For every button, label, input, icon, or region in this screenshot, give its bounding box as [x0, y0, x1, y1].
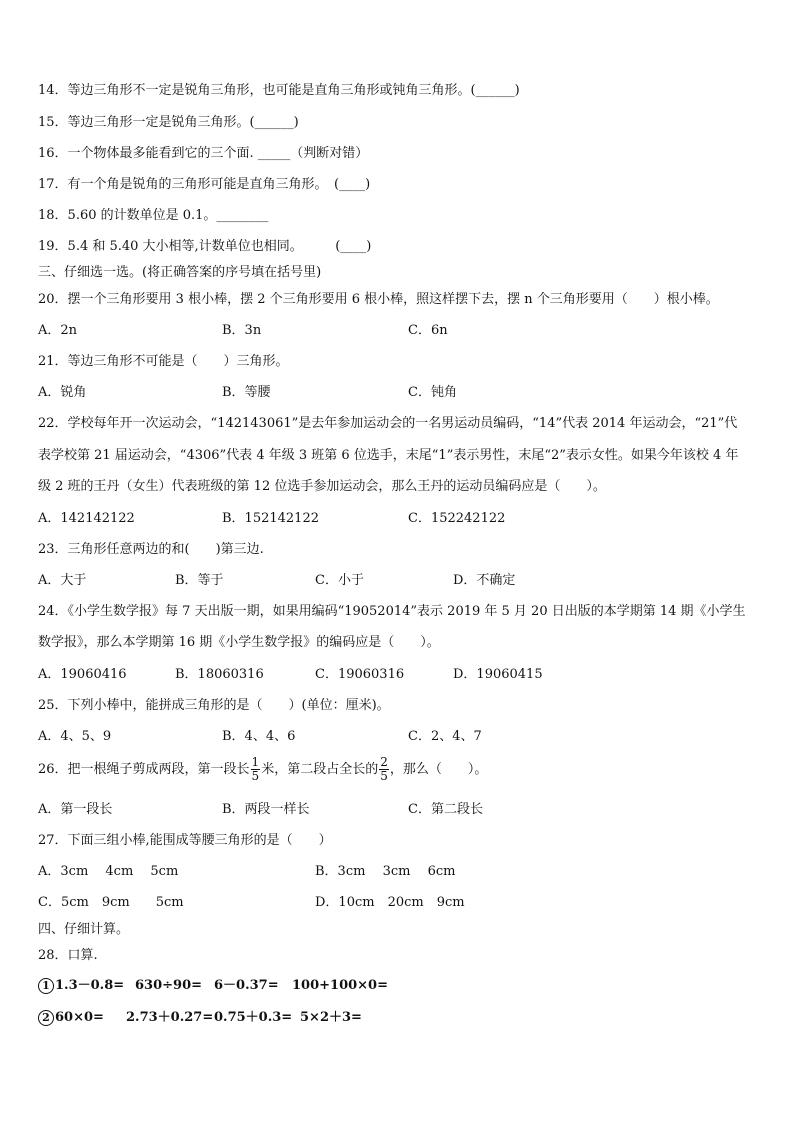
q26-fraction-1-denominator: 5 — [251, 769, 260, 783]
q27-option-b: B．3cm 3cm 6cm — [315, 864, 456, 879]
question-17: 17．有一个角是锐角的三角形可能是直角三角形。 (____) — [38, 177, 371, 192]
q26-fraction-1-numerator: 1 — [251, 755, 260, 769]
question-18: 18．5.60 的计数单位是 0.1。________ — [38, 208, 269, 223]
question-21: 21．等边三角形不可能是（ ）三角形。 — [38, 354, 289, 369]
question-22-line-3: 级 2 班的王丹（女生）代表班级的第 12 位选手参加运动会，那么王丹的运动员编码应是（ ）。 — [38, 479, 606, 494]
q26-fraction-2 — [379, 756, 389, 783]
question-14: 14．等边三角形不一定是锐角三角形，也可能是直角三角形或钝角三角形。(______) — [38, 83, 520, 98]
q23-option-a: A．大于 — [38, 573, 87, 588]
q26-text-part-3: ，那么（ ）。 — [389, 762, 488, 777]
q26-option-b: B．两段一样长 — [222, 802, 310, 817]
section-4-heading: 四、仔细计算。 — [38, 922, 130, 937]
question-24-line-1: 24．《小学生数学报》每 7 天出版一期，如果用编码“19052014”表示 2019 年 5 月 20 日出版的本学期第 14 期《小学生 — [38, 604, 746, 619]
q26-fraction-2-denominator: 5 — [380, 769, 388, 783]
q26-fraction-1 — [251, 756, 261, 783]
q27-option-d: D．10cm 20cm 9cm — [315, 895, 465, 910]
calc-row-1-item-4: 100+100×0= — [292, 978, 388, 993]
q26-option-a: A．第一段长 — [38, 802, 113, 817]
calc-row-2-item-2: 2.73＋0.27= — [126, 1010, 214, 1025]
question-23: 23．三角形任意两边的和( )第三边. — [38, 542, 264, 557]
question-22-line-2: 表学校第 21 届运动会，“4306”代表 4 年级 3 班第 6 位选手，末尾“1”表示男性，末尾“2”表示女性。如果今年该校 4 年 — [38, 448, 739, 463]
q26-option-c: C．第二段长 — [408, 802, 483, 817]
q24-option-a: A．19060416 — [38, 667, 127, 682]
circled-number-2: 2 — [38, 1010, 54, 1026]
question-15: 15．等边三角形一定是锐角三角形。(______) — [38, 115, 299, 130]
calc-row-2-expr-1: 60×0= — [55, 1010, 104, 1025]
calc-row-1-item-3: 6－0.37= — [214, 978, 279, 993]
q20-option-b: B．3n — [222, 323, 262, 338]
q26-text-part-2: 米，第二段占全长的 — [261, 762, 379, 777]
calc-row-2-item-4: 5×2＋3= — [300, 1010, 362, 1025]
calc-row-1-item-2: 630÷90= — [135, 978, 203, 993]
question-16: 16．一个物体最多能看到它的三个面. _____（判断对错） — [38, 146, 369, 161]
q24-option-c: C．19060316 — [315, 667, 405, 682]
q24-option-b: B．18060316 — [175, 667, 264, 682]
q20-option-c: C．6n — [408, 323, 448, 338]
q20-option-a: A．2n — [38, 323, 78, 338]
question-24-line-2: 数学报》，那么本学期第 16 期《小学生数学报》的编码应是（ ）。 — [38, 635, 440, 650]
q23-option-c: C．小于 — [315, 573, 364, 588]
question-22-line-1: 22．学校每年开一次运动会，“142143061”是去年参加运动会的一名男运动员编码，“14”代表 2014 年运动会，“21”代 — [38, 416, 738, 431]
q24-option-d: D．19060415 — [453, 667, 543, 682]
question-20: 20．摆一个三角形要用 3 根小棒，摆 2 个三角形要用 6 根小棒，照这样摆下去，摆 n 个三角形要用（ ）根小棒。 — [38, 292, 719, 307]
q23-option-b: B．等于 — [175, 573, 224, 588]
q21-option-a: A．锐角 — [38, 385, 87, 400]
circled-number-1: 1 — [38, 978, 54, 994]
question-28: 28．口算. — [38, 948, 98, 963]
q26-text-part-1: 26．把一根绳子剪成两段，第一段长 — [38, 762, 250, 777]
question-26 — [38, 755, 487, 785]
calc-row-2-item-3: 0.75＋0.3= — [214, 1010, 293, 1025]
calc-row-1-expr-1: 1.3－0.8= — [55, 978, 125, 993]
q21-option-b: B．等腰 — [222, 385, 271, 400]
section-3-heading: 三、仔细选一选。(将正确答案的序号填在括号里) — [38, 265, 322, 280]
question-25: 25．下列小棒中，能拼成三角形的是（ ）(单位：厘米)。 — [38, 698, 390, 713]
q27-option-c: C．5cm 9cm 5cm — [38, 895, 184, 910]
q22-option-c: C．152242122 — [408, 511, 506, 526]
calc-row-1-item-1 — [38, 977, 124, 995]
q21-option-c: C．钝角 — [408, 385, 457, 400]
q23-option-d: D．不确定 — [453, 573, 516, 588]
q25-option-b: B．4、4、6 — [222, 729, 296, 744]
question-27: 27．下面三组小棒,能围成等腰三角形的是（ ） — [38, 833, 332, 848]
q25-option-c: C．2、4、7 — [408, 729, 482, 744]
q22-option-b: B．152142122 — [222, 511, 319, 526]
question-19: 19．5.4 和 5.40 大小相等,计数单位也相同。 (____) — [38, 239, 372, 254]
q26-fraction-2-numerator: 2 — [380, 755, 388, 769]
q25-option-a: A．4、5、9 — [38, 729, 112, 744]
q27-option-a: A．3cm 4cm 5cm — [38, 864, 179, 879]
q22-option-a: A．142142122 — [38, 511, 135, 526]
calc-row-2-item-1 — [38, 1009, 104, 1027]
